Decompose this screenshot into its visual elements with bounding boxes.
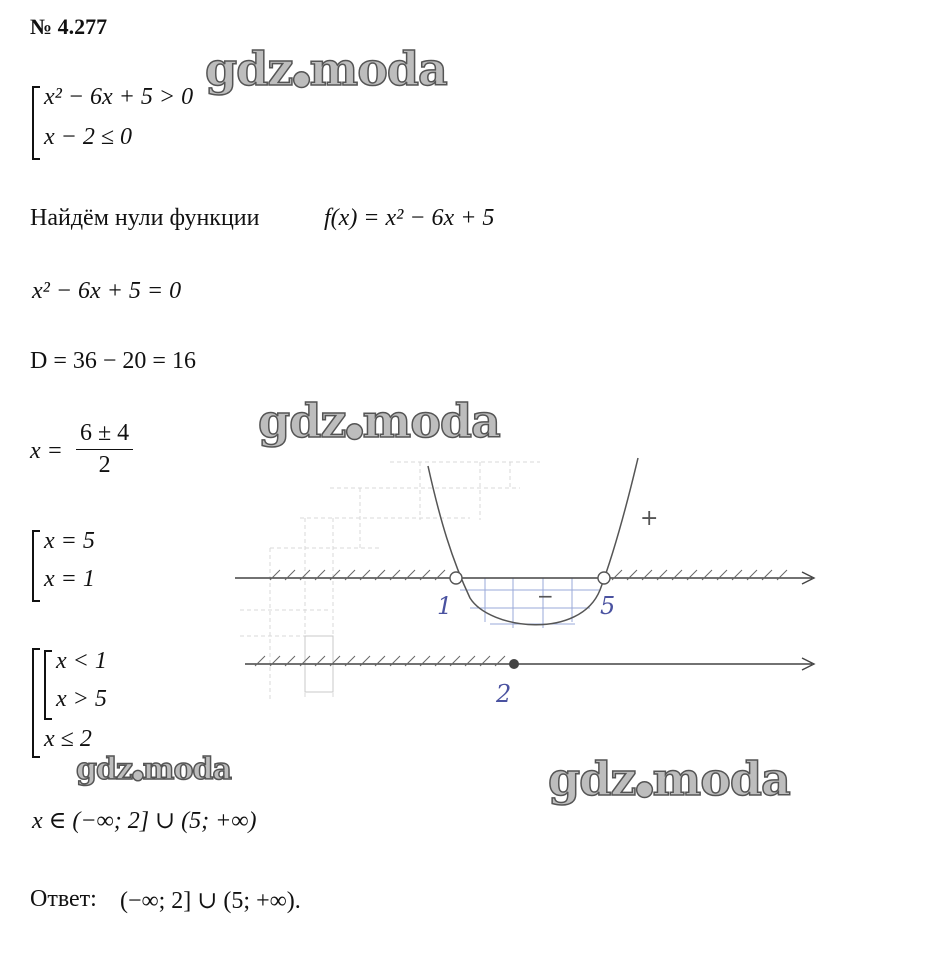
- answer-value: (−∞; 2] ∪ (5; +∞).: [120, 888, 301, 914]
- quadratic-equation: x² − 6x + 5 = 0: [32, 278, 182, 304]
- condition-3: x ≤ 2: [44, 726, 92, 752]
- watermark-bottom: [548, 752, 790, 806]
- shaded-region: [460, 578, 600, 628]
- zeros-intro-text: Найдём нули функции: [30, 205, 260, 231]
- condition-2: x > 5: [56, 686, 107, 712]
- watermark-text2: moda: [309, 42, 447, 96]
- closed-point-2: [509, 659, 519, 669]
- answer-label: Ответ:: [30, 886, 97, 912]
- root-2: x = 1: [44, 566, 95, 592]
- problem-number: № 4.277: [30, 14, 108, 39]
- solution-set: x ∈ (−∞; 2] ∪ (5; +∞): [32, 808, 257, 834]
- discriminant: D = 36 − 20 = 16: [30, 348, 196, 374]
- condition-1: x < 1: [56, 648, 107, 674]
- watermark-dot: ●: [345, 418, 363, 442]
- watermark-text: gdz: [548, 752, 636, 806]
- watermark-text2: moda: [142, 752, 231, 787]
- watermark-text: gdz: [76, 752, 132, 787]
- inequality-2: x − 2 ≤ 0: [44, 124, 133, 150]
- watermark-text2: moda: [362, 394, 500, 448]
- open-point-5: [598, 572, 610, 584]
- root-1: x = 5: [44, 528, 95, 554]
- inequality-1: x² − 6x + 5 > 0: [44, 84, 194, 110]
- fraction-numerator: 6 ± 4: [80, 420, 130, 446]
- watermark-dot: ●: [635, 776, 653, 800]
- watermark-dot: ●: [292, 66, 310, 90]
- watermark-text2: moda: [652, 752, 790, 806]
- watermark-top: [205, 42, 447, 96]
- watermark-dot: ●: [132, 767, 143, 783]
- minus-sign: −: [537, 584, 554, 608]
- watermark-text: gdz: [205, 42, 293, 96]
- watermark-text: gdz: [258, 394, 346, 448]
- label-2: 2: [496, 680, 512, 708]
- plus-sign: +: [640, 506, 659, 531]
- function-definition: f(x) = x² − 6x + 5: [324, 205, 495, 231]
- watermark-small: [76, 752, 231, 787]
- watermark-middle: [258, 394, 500, 448]
- roots-formula-lhs: x =: [30, 438, 63, 464]
- open-point-1: [450, 572, 462, 584]
- label-5: 5: [600, 592, 616, 620]
- fraction-denominator: 2: [76, 449, 133, 479]
- label-1: 1: [437, 592, 453, 620]
